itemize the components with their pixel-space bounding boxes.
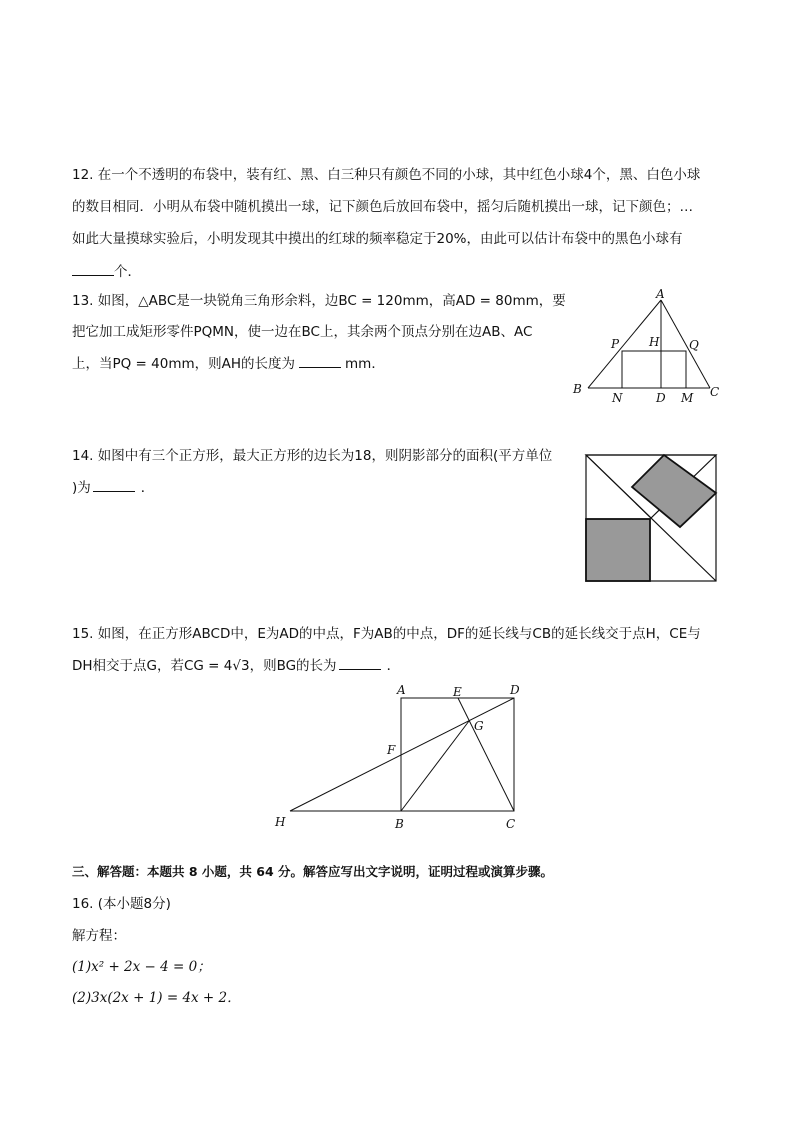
label-D: D (656, 391, 666, 405)
q13-line-3-tail: mm． (345, 356, 385, 372)
q14-squares-figure (584, 453, 720, 583)
q12-tail: 个． (114, 264, 141, 280)
q12-line-3: 如此大量摸球实验后，小明发现其中摸出的红球的频率稳定于20%，由此可以估计布袋中的黑色小球有 (72, 231, 683, 247)
q13-line-2: 把它加工成矩形零件PQMN，使一边在BC上，其余两个顶点分别在边AB、AC (72, 324, 533, 340)
q15-line-1: 15. 如图，在正方形ABCD中，E为AD的中点，F为AB的中点，DF的延长线与CB的延长线交于点H，CE与 (72, 626, 701, 642)
q14-line-2-tail: ． (140, 480, 155, 496)
q15-square-figure (268, 680, 533, 835)
answer-blank[interactable] (299, 353, 341, 368)
label-A: A (397, 683, 406, 697)
label-B: B (573, 382, 582, 396)
answer-blank[interactable] (72, 261, 114, 276)
label-M: M (681, 391, 694, 405)
label-F: F (387, 743, 396, 757)
q12-line-1: 12. 在一个不透明的布袋中，装有红、黑、白三种只有颜色不同的小球，其中红色小球4个，黑、白色小球 (72, 167, 701, 183)
q12-line-2: 的数目相同．小明从布袋中随机摸出一球，记下颜色后放回布袋中，摇匀后随机摸出一球，记下颜色；… (72, 199, 693, 215)
q14-line-1: 14. 如图中有三个正方形，最大正方形的边长为18，则阴影部分的面积(平方单位 (72, 448, 553, 464)
square-ABCD (401, 698, 514, 811)
shaded-square-lower (586, 519, 650, 581)
label-Q: Q (689, 338, 699, 352)
label-N: N (612, 391, 623, 405)
segment-EC (458, 698, 514, 811)
q13-line-3-head: 上，当PQ = 40mm，则AH的长度为 (72, 356, 296, 372)
answer-blank[interactable] (93, 477, 135, 492)
segment-HD (290, 698, 514, 811)
label-B: B (395, 817, 404, 831)
shaded-square-tilted (632, 455, 716, 527)
label-A: A (656, 287, 665, 301)
q15-line-2-tail: ． (386, 658, 401, 674)
q15-line-2 (72, 655, 400, 676)
q14-line-2-head: )为 (72, 480, 91, 496)
q15-line-2-head: DH相交于点G，若CG = 4√3，则BG的长为 (72, 658, 337, 674)
section-3-heading: 三、解答题：本题共 8 小题，共 64 分。解答应写出文字说明，证明过程或演算步骤。 (72, 864, 554, 879)
q13-line-3 (72, 353, 385, 374)
q13-triangle-figure (570, 285, 730, 410)
rectangle-PQMN (622, 351, 686, 388)
label-P: P (611, 337, 620, 351)
q16-prompt: 解方程： (72, 928, 126, 944)
q16-equation-1: (1)x² + 2x − 4 = 0； (72, 959, 211, 975)
label-C: C (710, 385, 720, 399)
answer-blank[interactable] (339, 655, 381, 670)
label-H: H (649, 335, 660, 349)
label-G: G (474, 719, 484, 733)
q14-line-2 (72, 477, 154, 498)
label-E: E (453, 685, 462, 699)
q12-line-4 (72, 261, 141, 282)
q16-title: 16. (本小题8分) (72, 896, 171, 912)
label-H: H (275, 815, 286, 829)
q16-equation-2: (2)3x(2x + 1) = 4x + 2． (72, 990, 241, 1006)
label-C: C (506, 817, 516, 831)
segment-BG (401, 721, 469, 811)
q13-line-1: 13. 如图，△ABC是一块锐角三角形余料，边BC = 120mm，高AD = 80mm，要 (72, 293, 566, 309)
label-D: D (510, 683, 520, 697)
